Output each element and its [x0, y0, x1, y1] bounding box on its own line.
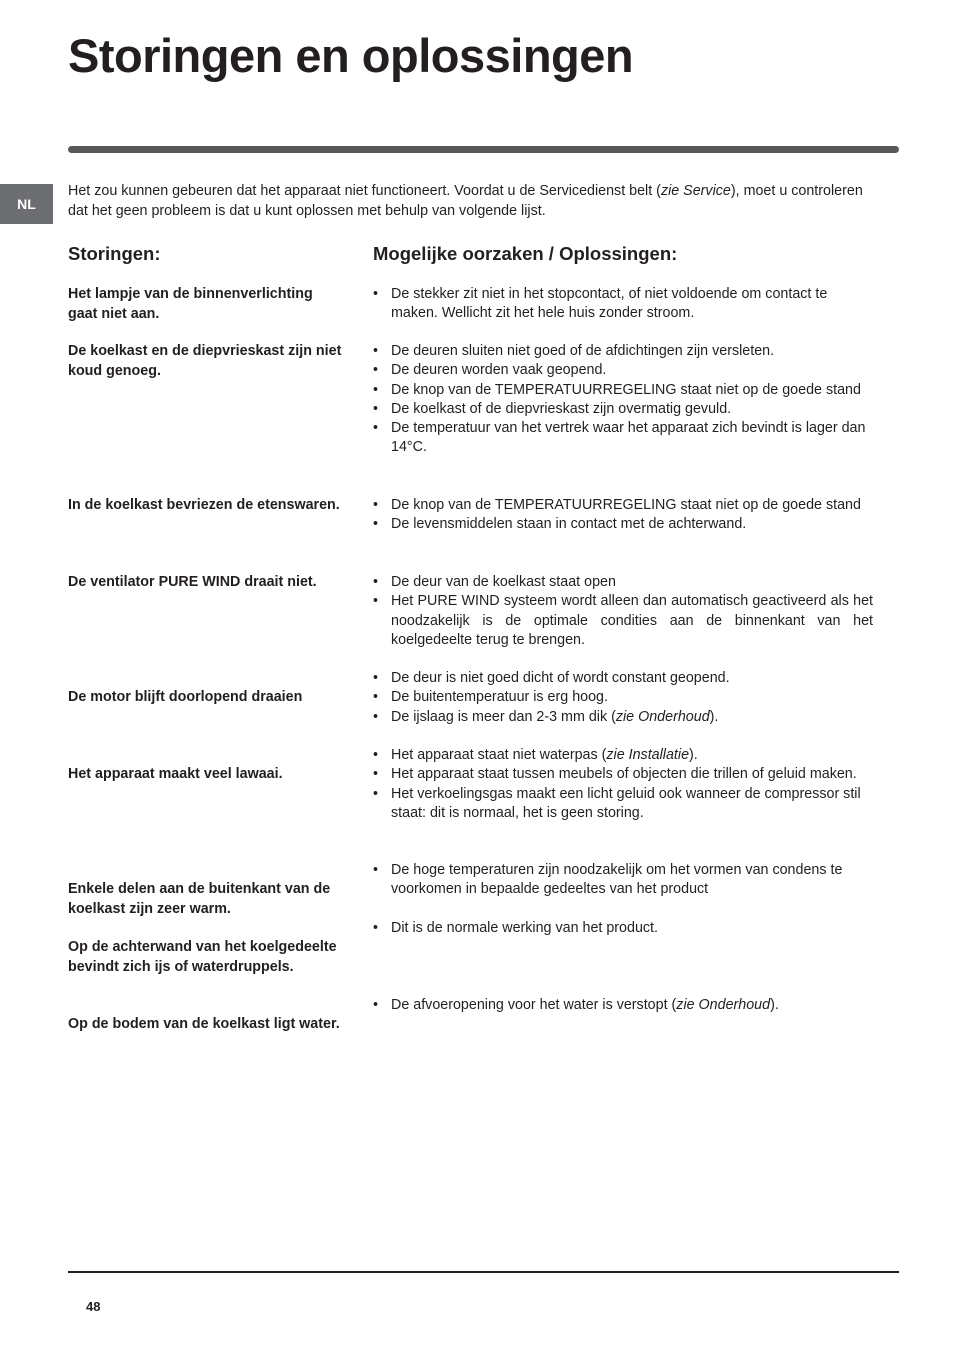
causes-list — [373, 996, 873, 1015]
problem-item: Op de bodem van de koelkast ligt water. — [68, 1016, 340, 1032]
cause-item: • De temperatuur van het vertrek waar het apparaat zich bevindt is lager dan 14°C. — [373, 419, 873, 458]
problem-item: De motor blijft doorlopend draaien — [68, 689, 303, 705]
causes-list — [373, 669, 873, 727]
reference-link-text: zie Installatie — [606, 747, 690, 763]
cause-item: • Het apparaat staat niet waterpas (zie Installatie). — [373, 746, 873, 765]
intro-reference: zie Service — [660, 183, 731, 199]
problem-item: De koelkast en de diepvrieskast zijn niet koud genoeg. — [68, 343, 342, 379]
footer-divider — [68, 1271, 899, 1273]
cause-item: • De afvoeropening voor het water is verstopt (zie Onderhoud). — [373, 996, 873, 1015]
cause-item: • De hoge temperaturen zijn noodzakelijk om het vormen van condens te voorkomen in bepaalde gedeeltes van het product — [373, 861, 873, 900]
causes-list — [373, 746, 873, 823]
problems-heading: Storingen: — [68, 243, 161, 264]
causes-list — [373, 573, 873, 650]
cause-item: • De levensmiddelen staan in contact met de achterwand. — [373, 515, 873, 534]
cause-item: • Het PURE WIND systeem wordt alleen dan automatisch geactiveerd als het noodzakelijk is de optimale condities aan de binnenkant van het koelgedeelte terug te brengen. — [373, 592, 873, 650]
cause-item: • De knop van de TEMPERATUURREGELING staat niet op de goede stand — [373, 381, 873, 400]
causes-list — [373, 285, 873, 324]
problem-item: De ventilator PURE WIND draait niet. — [68, 574, 317, 590]
cause-item: • De koelkast of de diepvrieskast zijn overmatig gevuld. — [373, 400, 873, 419]
cause-item: • De deuren worden vaak geopend. — [373, 361, 873, 380]
causes-list — [373, 496, 873, 535]
cause-item: • De ijslaag is meer dan 2-3 mm dik (zie Onderhoud). — [373, 708, 873, 727]
intro-text-start: Het zou kunnen gebeuren dat het apparaat niet functioneert. Voordat u de Servicedienst belt ( — [68, 183, 661, 199]
page-title: Storingen en oplossingen — [68, 29, 634, 82]
cause-item: • De deur is niet goed dicht of wordt constant geopend. — [373, 669, 873, 688]
cause-item: • Dit is de normale werking van het product. — [373, 919, 873, 938]
problem-item: Enkele delen aan de buitenkant van de koelkast zijn zeer warm. — [68, 881, 331, 917]
problem-item: Het apparaat maakt veel lawaai. — [68, 766, 283, 782]
title-divider — [68, 146, 899, 153]
intro-text — [68, 181, 868, 221]
problem-item: Op de achterwand van het koelgedeelte bevindt zich ijs of waterdruppels. — [68, 939, 337, 975]
reference-link-text: zie Onderhoud — [676, 997, 771, 1013]
cause-item: • De deuren sluiten niet goed of de afdichtingen zijn versleten. — [373, 342, 873, 361]
cause-item: • Het apparaat staat tussen meubels of objecten die trillen of geluid maken. — [373, 765, 873, 784]
reference-link-text: zie Onderhoud — [615, 708, 710, 725]
intro-text-end: ), moet u controleren dat het geen probleem is dat u kunt oplossen met behulp van volgende lijst. — [68, 183, 863, 219]
problem-item: In de koelkast bevriezen de etenswaren. — [68, 497, 340, 513]
page-number: 48 — [86, 1299, 101, 1314]
cause-item: • De deur van de koelkast staat open — [373, 573, 873, 592]
cause-item: • Het verkoelingsgas maakt een licht geluid ook wanneer de compressor stil staat: dit is normaal, het is geen storing. — [373, 785, 873, 824]
problem-item: Het lampje van de binnenverlichting gaat niet aan. — [68, 286, 313, 322]
causes-list — [373, 861, 873, 900]
causes-heading: Mogelijke oorzaken / Oplossingen: — [373, 243, 678, 264]
causes-list — [373, 919, 873, 938]
cause-item: • De buitentemperatuur is erg hoog. — [373, 688, 873, 707]
cause-item: • De stekker zit niet in het stopcontact, of niet voldoende om contact te maken. Wellicht zit het hele huis zonder stroom. — [373, 285, 873, 324]
cause-item: • De knop van de TEMPERATUURREGELING staat niet op de goede stand — [373, 496, 873, 515]
language-tab: NL — [0, 184, 53, 224]
causes-list — [373, 342, 873, 458]
